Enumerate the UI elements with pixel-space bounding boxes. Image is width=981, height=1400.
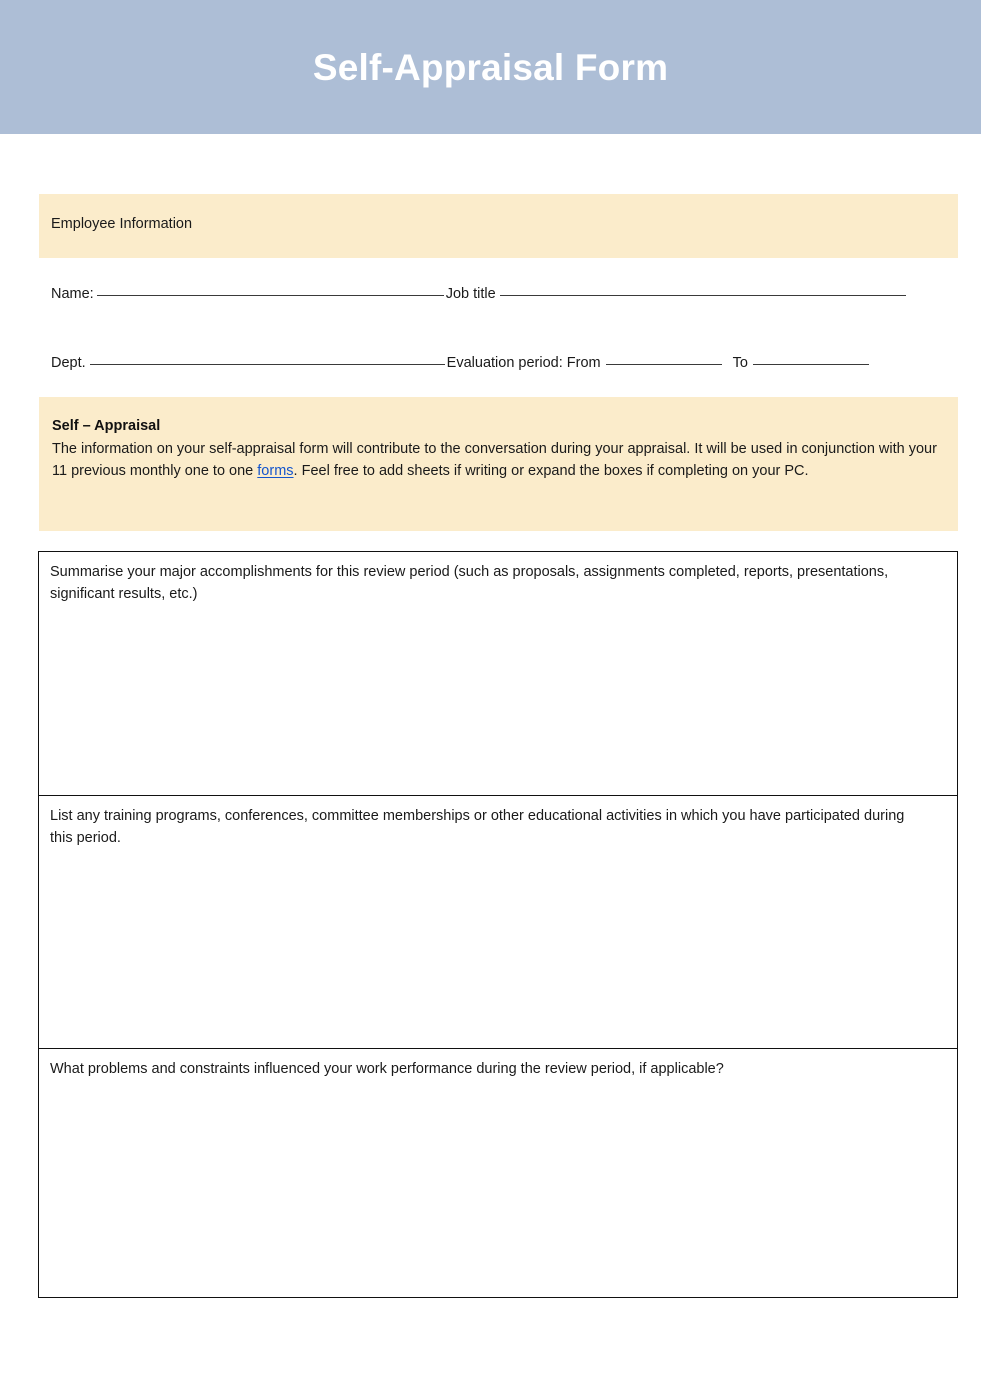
question-cell-problems[interactable] xyxy=(39,1049,957,1297)
employee-information-label: Employee Information xyxy=(51,216,193,232)
job-title-label: Job title xyxy=(445,286,496,302)
dept-input[interactable] xyxy=(90,364,445,365)
evaluation-from-input[interactable] xyxy=(606,364,722,365)
dept-evaluation-period-row xyxy=(51,355,958,371)
name-label: Name: xyxy=(51,286,94,302)
self-appraisal-heading: Self – Appraisal xyxy=(52,418,161,434)
employee-information-section-header xyxy=(39,194,958,258)
page-title: Self-Appraisal Form xyxy=(312,46,669,88)
question-prompt-problems: What problems and constraints influenced your work performance during the review period, if applicable? xyxy=(50,1061,724,1077)
self-appraisal-body-part-1: The information on your self-appraisal form will contribute to the conversation during your appraisal. It will be used in conjunction with your 11 previous monthly one to one xyxy=(52,441,937,480)
question-prompt-accomplishments: Summarise your major accomplishments for this review period (such as proposals, assignments completed, reports, presentations, significant results, etc.) xyxy=(50,564,889,602)
dept-label: Dept. xyxy=(51,355,86,371)
document-title-banner xyxy=(0,0,981,134)
evaluation-period-label: Evaluation period: From xyxy=(446,355,601,371)
question-prompt-training: List any training programs, conferences, committee memberships or other educational activities in which you have participated during this period. xyxy=(50,808,905,846)
self-appraisal-body xyxy=(52,438,944,482)
evaluation-to-input[interactable] xyxy=(753,364,869,365)
self-appraisal-body-part-2: . Feel free to add sheets if writing or expand the boxes if completing on your PC. xyxy=(293,463,809,480)
evaluation-to-label: To xyxy=(732,355,748,371)
name-input[interactable] xyxy=(97,295,444,296)
self-appraisal-info-section xyxy=(39,397,958,531)
self-appraisal-question-table xyxy=(38,551,958,1298)
forms-link[interactable]: forms xyxy=(257,463,294,480)
name-job-title-row xyxy=(51,286,958,302)
job-title-input[interactable] xyxy=(500,295,906,296)
question-cell-accomplishments[interactable] xyxy=(39,552,957,796)
question-cell-training[interactable] xyxy=(39,796,957,1049)
